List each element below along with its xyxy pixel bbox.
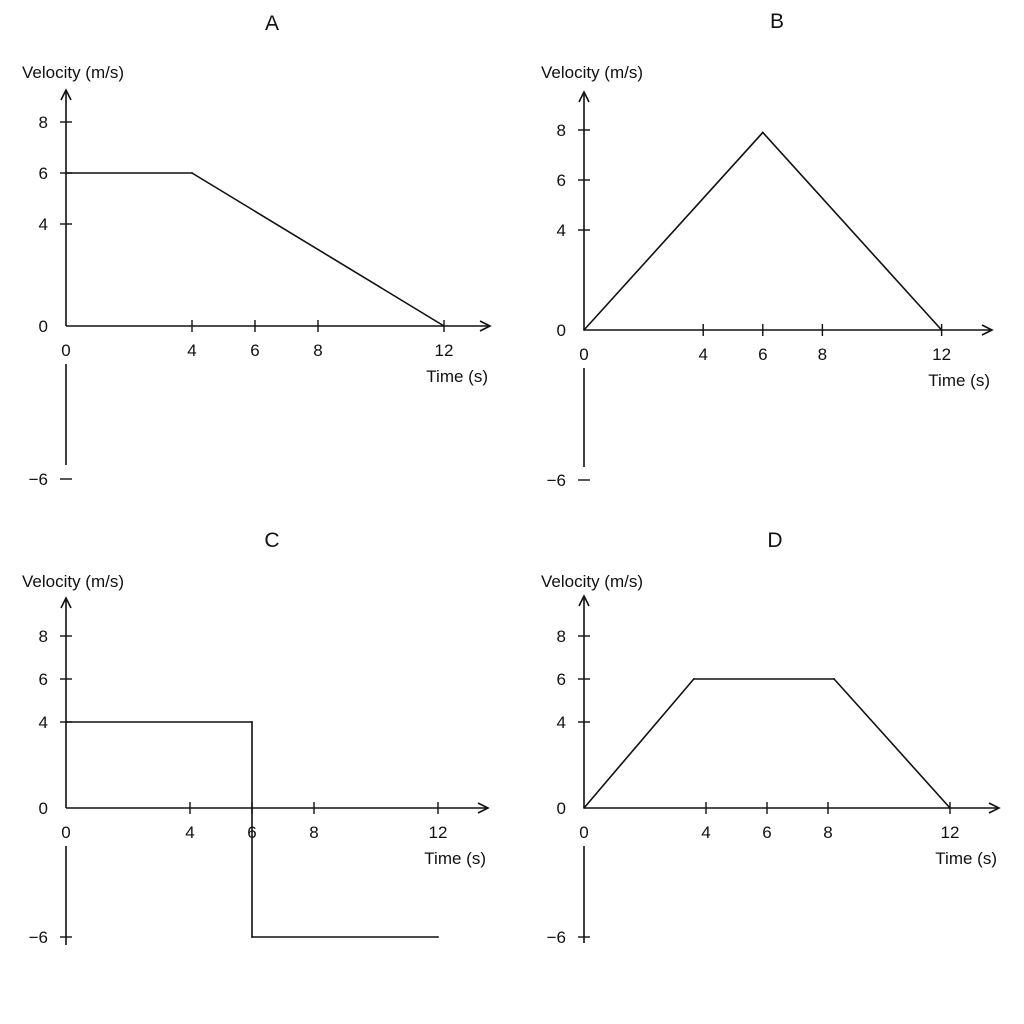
y-tick-label: 4 [556, 713, 566, 732]
series-line-c [66, 722, 438, 937]
x-tick-label: 6 [762, 823, 772, 842]
y-tick-label: 0 [556, 799, 566, 818]
y-tick-label: 0 [38, 317, 48, 336]
chart-panel-c [22, 529, 488, 947]
y-tick-label: 8 [38, 113, 48, 132]
y-tick-label: 6 [38, 670, 48, 689]
x-tick-label: 8 [817, 345, 828, 364]
data-point [762, 132, 764, 134]
data-point [833, 678, 835, 680]
y-tick-label: −6 [28, 470, 48, 489]
data-point [583, 329, 585, 331]
x-tick-label: 12 [434, 341, 454, 360]
x-tick-label: 8 [313, 341, 323, 360]
y-tick-label: 8 [556, 627, 566, 646]
y-tick-label: 0 [556, 321, 566, 340]
y-tick-label: 0 [38, 799, 48, 818]
x-tick-label: 0 [61, 823, 71, 842]
x-tick-label: 0 [579, 823, 589, 842]
panel-title: D [767, 529, 783, 552]
x-tick-label: 0 [61, 341, 71, 360]
data-point [65, 172, 67, 174]
y-tick-label: 6 [556, 171, 566, 190]
y-tick-label: 6 [38, 164, 48, 183]
panel-title: C [264, 529, 280, 552]
x-tick-label: 4 [187, 341, 197, 360]
series-line-d [584, 679, 950, 808]
y-tick-label: −6 [28, 928, 48, 947]
y-tick-label: 4 [556, 221, 566, 240]
data-point [693, 678, 695, 680]
series-line-b [584, 133, 942, 331]
x-tick-label: 12 [428, 823, 448, 842]
y-tick-label: −6 [546, 471, 566, 490]
y-axis-label: Velocity (m/s) [541, 63, 644, 82]
x-tick-label: 6 [250, 341, 260, 360]
data-point [941, 329, 943, 331]
chart-panel-a [22, 12, 490, 489]
y-tick-label: −6 [546, 928, 566, 947]
x-tick-label: 0 [579, 345, 589, 364]
x-axis-label: Time (s) [935, 849, 997, 868]
y-axis-label: Velocity (m/s) [22, 572, 125, 591]
y-axis-label: Velocity (m/s) [22, 63, 125, 82]
x-tick-label: 12 [932, 345, 952, 364]
y-tick-label: 6 [556, 670, 566, 689]
data-point [251, 721, 253, 723]
panel-title: B [769, 10, 785, 33]
data-point [949, 807, 951, 809]
y-axis-label: Velocity (m/s) [541, 572, 644, 591]
x-tick-label: 6 [247, 823, 257, 842]
x-tick-label: 4 [185, 823, 195, 842]
chart-panel-b [541, 10, 992, 490]
y-tick-label: 4 [38, 215, 48, 234]
y-tick-label: 8 [38, 627, 48, 646]
x-tick-label: 4 [698, 345, 708, 364]
x-tick-label: 8 [309, 823, 319, 842]
x-tick-label: 12 [940, 823, 960, 842]
data-point [437, 936, 439, 938]
data-point [443, 325, 445, 327]
x-tick-label: 8 [823, 823, 833, 842]
y-tick-label: 8 [556, 121, 566, 140]
chart-panel-d [541, 529, 999, 947]
panel-title: A [264, 12, 280, 35]
data-point [65, 721, 67, 723]
data-point [583, 807, 585, 809]
x-tick-label: 6 [758, 345, 768, 364]
y-tick-label: 4 [38, 713, 48, 732]
x-tick-label: 4 [701, 823, 711, 842]
series-line-a [66, 173, 444, 326]
x-axis-label: Time (s) [426, 367, 488, 386]
x-axis-label: Time (s) [928, 371, 990, 390]
data-point [251, 936, 253, 938]
data-point [191, 172, 193, 174]
x-axis-label: Time (s) [424, 849, 486, 868]
